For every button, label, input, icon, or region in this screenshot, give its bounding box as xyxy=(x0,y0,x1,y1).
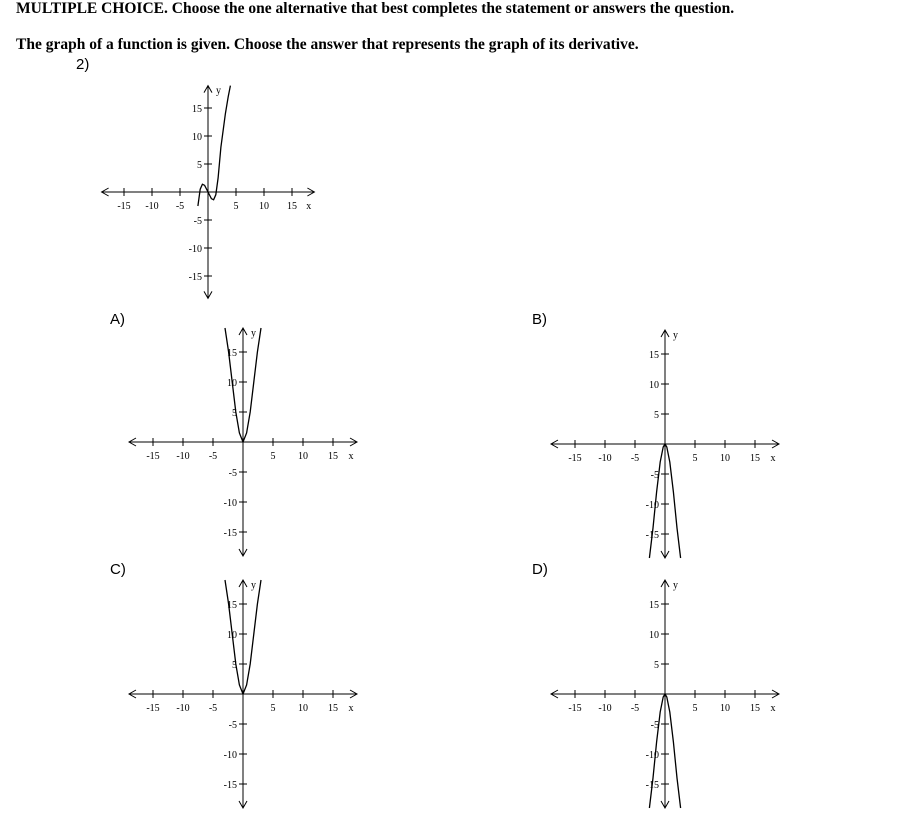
question-number: 2) xyxy=(76,56,90,73)
x-tick-label: 5 xyxy=(270,451,276,462)
y-axis-label: y xyxy=(216,85,221,97)
y-tick-label: 15 xyxy=(227,600,237,611)
option-c-label[interactable]: C) xyxy=(110,561,126,578)
x-tick-label: -15 xyxy=(146,703,160,714)
x-tick-label: -10 xyxy=(176,703,190,714)
y-tick-label: -5 xyxy=(193,216,202,227)
y-tick-label: 10 xyxy=(192,132,202,143)
y-tick-label: 10 xyxy=(227,630,237,641)
y-tick-label: -15 xyxy=(645,780,659,791)
x-axis-label: x xyxy=(306,201,312,212)
option-d-graph[interactable] xyxy=(551,580,779,808)
option-b-graph[interactable] xyxy=(551,330,779,558)
option-d-label[interactable]: D) xyxy=(532,561,548,578)
x-tick-label: 15 xyxy=(328,703,338,714)
y-tick-label: -10 xyxy=(223,750,237,761)
y-tick-label: 5 xyxy=(654,410,659,421)
y-axis-label: y xyxy=(251,580,256,591)
x-tick-label: -5 xyxy=(208,703,218,714)
option-a-label[interactable]: A) xyxy=(110,311,125,328)
y-axis-label: y xyxy=(251,328,256,339)
x-tick-label: -10 xyxy=(176,451,190,462)
y-tick-label: -5 xyxy=(228,468,237,479)
y-axis-label: y xyxy=(673,580,678,591)
curve-given xyxy=(198,86,231,206)
given-function-graph xyxy=(102,86,315,299)
option-a-graph[interactable] xyxy=(129,328,357,556)
x-tick-label: 15 xyxy=(750,453,760,464)
y-tick-label: 10 xyxy=(649,630,659,641)
option-c-graph[interactable] xyxy=(129,580,357,808)
x-tick-label: -15 xyxy=(568,453,582,464)
x-tick-label: 15 xyxy=(750,703,760,714)
y-tick-label: 5 xyxy=(197,160,202,171)
y-tick-label: -15 xyxy=(223,528,237,539)
x-axis-label: x xyxy=(348,703,354,714)
option-b-label[interactable]: B) xyxy=(532,311,547,328)
x-tick-label: -5 xyxy=(208,451,218,462)
x-tick-label: -5 xyxy=(630,703,640,714)
y-tick-label: 5 xyxy=(654,660,659,671)
x-tick-label: -15 xyxy=(117,201,131,212)
y-tick-label: -10 xyxy=(223,498,237,509)
y-tick-label: 15 xyxy=(649,600,659,611)
y-axis-label: y xyxy=(673,330,678,341)
y-tick-label: -10 xyxy=(188,244,202,255)
y-tick-label: 10 xyxy=(649,380,659,391)
x-tick-label: 15 xyxy=(328,451,338,462)
x-tick-label: -10 xyxy=(598,703,612,714)
y-tick-label: -5 xyxy=(650,720,659,731)
x-tick-label: 5 xyxy=(692,453,698,464)
y-tick-label: -15 xyxy=(223,780,237,791)
x-tick-label: 10 xyxy=(298,703,308,714)
x-tick-label: -5 xyxy=(175,201,185,212)
x-tick-label: -15 xyxy=(568,703,582,714)
x-tick-label: -15 xyxy=(146,451,160,462)
y-tick-label: 5 xyxy=(232,408,237,419)
x-axis-label: x xyxy=(770,703,776,714)
x-tick-label: 10 xyxy=(720,453,730,464)
y-tick-label: 15 xyxy=(192,104,202,115)
y-tick-label: -15 xyxy=(188,272,202,283)
x-axis-label: x xyxy=(348,451,354,462)
x-tick-label: 10 xyxy=(259,201,269,212)
x-tick-label: -10 xyxy=(598,453,612,464)
y-tick-label: -10 xyxy=(645,500,659,511)
x-tick-label: 5 xyxy=(270,703,276,714)
x-tick-label: 5 xyxy=(692,703,698,714)
x-tick-label: -5 xyxy=(630,453,640,464)
y-tick-label: 15 xyxy=(649,350,659,361)
x-axis-label: x xyxy=(770,453,776,464)
y-tick-label: 10 xyxy=(227,378,237,389)
y-tick-label: -10 xyxy=(645,750,659,761)
x-tick-label: 10 xyxy=(298,451,308,462)
x-tick-label: -10 xyxy=(145,201,159,212)
section-instructions: MULTIPLE CHOICE. Choose the one alternative that best completes the statement or answers the question. xyxy=(16,0,735,17)
x-tick-label: 10 xyxy=(720,703,730,714)
x-tick-label: 5 xyxy=(233,201,239,212)
y-tick-label: -15 xyxy=(645,530,659,541)
y-tick-label: -5 xyxy=(228,720,237,731)
x-tick-label: 15 xyxy=(287,201,297,212)
y-tick-label: -5 xyxy=(650,470,659,481)
question-prompt: The graph of a function is given. Choose the answer that represents the graph of its derivative. xyxy=(16,36,639,53)
y-tick-label: 15 xyxy=(227,348,237,359)
y-tick-label: 5 xyxy=(232,660,237,671)
